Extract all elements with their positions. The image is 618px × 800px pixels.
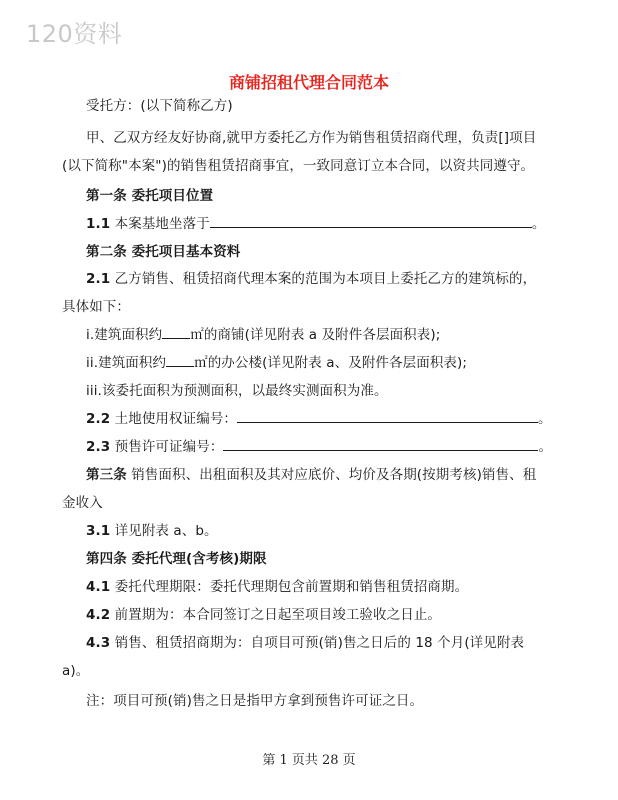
fill-in-blank-office-area <box>166 354 194 367</box>
watermark-logo: 120资料 <box>26 20 123 48</box>
clause-number: 4.1 <box>86 579 111 595</box>
item-ii <box>86 354 467 373</box>
clause-text: 土地使用权证编号： <box>114 411 238 427</box>
clause-text: 销售、租赁招商期为：自项目可预(销)售之日后的 18 个月(详见附表 <box>114 635 525 651</box>
document-title: 商铺招租代理合同范本 <box>228 73 389 92</box>
item-ii-prefix: ii.建筑面积约 <box>86 355 167 371</box>
clause-number: 2.1 <box>86 271 111 287</box>
clause-4-note: 注：项目可预(销)售之日是指甲方拿到预售许可证之日。 <box>86 693 424 709</box>
page-footer: 第 1 页共 28 页 <box>262 753 356 768</box>
clause-text: 前置期为：本合同签订之日起至项目竣工验收之日止。 <box>114 607 442 623</box>
article-3-heading-text: 销售面积、出租面积及其对应底价、均价及各期(按期考核)销售、租 <box>126 467 537 483</box>
party-b-line: 受托方：(以下简称乙方) <box>86 98 233 114</box>
clause-period: 。 <box>531 216 546 232</box>
item-i <box>86 326 440 345</box>
clause-4-3-continuation: a)。 <box>62 663 90 679</box>
clause-2-1-continuation: 具体如下： <box>62 299 130 315</box>
clause-period: 。 <box>538 411 552 427</box>
clause-number: 4.3 <box>86 635 111 651</box>
clause-2-1 <box>86 270 536 289</box>
item-i-suffix: ㎡的商铺(详见附表 a 及附件各层面积表); <box>190 327 441 343</box>
intro-paragraph-line-1: 甲、乙双方经友好协商,就甲方委托乙方作为销售租赁招商代理，负责[]项目 <box>86 130 537 146</box>
clause-2-2 <box>86 410 552 429</box>
fill-in-blank-presale-permit <box>223 438 538 451</box>
clause-4-2 <box>86 606 441 625</box>
article-4-heading: 第四条 委托代理(含考核)期限 <box>86 551 267 567</box>
item-iii: iii.该委托面积为预测面积，以最终实测面积为准。 <box>86 383 388 399</box>
fill-in-blank-shop-area <box>162 326 190 339</box>
article-3-heading <box>86 466 536 485</box>
clause-text: 本案基地坐落于 <box>114 216 210 232</box>
fill-in-blank-land-cert <box>237 410 538 423</box>
clause-number: 3.1 <box>86 523 111 539</box>
clause-3-1 <box>86 522 218 541</box>
item-i-prefix: i.建筑面积约 <box>86 327 163 343</box>
clause-text: 详见附表 a、b。 <box>114 523 218 539</box>
clause-2-3 <box>86 438 552 457</box>
article-3-heading-continuation: 金收入 <box>62 495 103 511</box>
article-2-heading: 第二条 委托项目基本资料 <box>86 244 241 260</box>
clause-text: 委托代理期限：委托代理期包含前置期和销售租赁招商期。 <box>114 579 469 595</box>
clause-text: 预售许可证编号： <box>114 439 224 455</box>
clause-number: 2.3 <box>86 439 111 455</box>
clause-4-1 <box>86 578 468 597</box>
clause-number: 4.2 <box>86 607 111 623</box>
clause-text: 乙方销售、租赁招商代理本案的范围为本项目上委托乙方的建筑标的， <box>114 271 537 287</box>
clause-period: 。 <box>538 439 553 455</box>
fill-in-blank-location <box>210 215 532 228</box>
article-1-heading: 第一条 委托项目位置 <box>86 188 214 204</box>
clause-number: 1.1 <box>86 216 111 232</box>
clause-4-3 <box>86 634 524 653</box>
clause-number: 2.2 <box>86 411 111 427</box>
article-3-heading-label: 第三条 <box>86 467 127 483</box>
item-ii-suffix: ㎡的办公楼(详见附表 a、及附件各层面积表); <box>194 355 468 371</box>
intro-paragraph-line-2: (以下简称"本案")的销售租赁招商事宜，一致同意订立本合同，以资共同遵守。 <box>62 158 535 174</box>
clause-1-1 <box>86 215 545 234</box>
